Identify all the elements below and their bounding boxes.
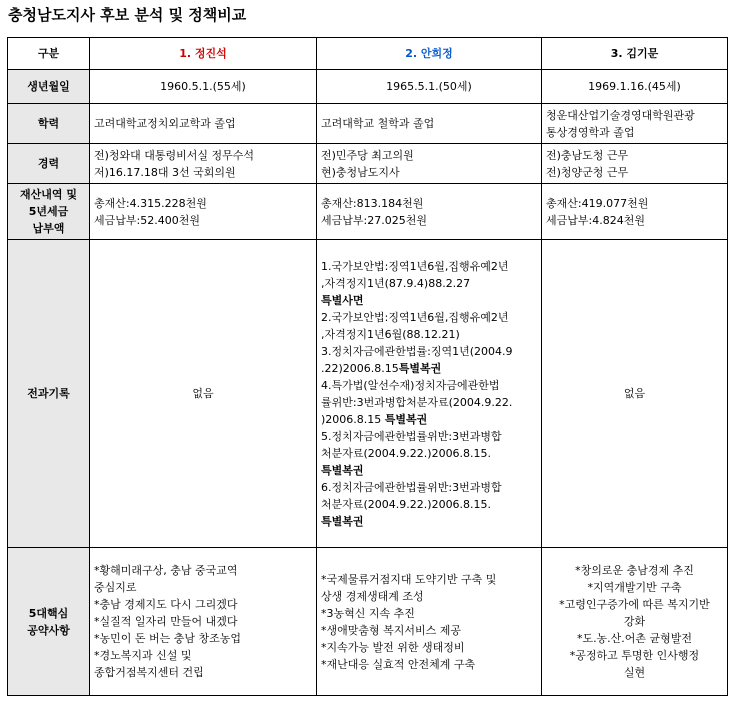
education-cand3 <box>542 104 728 144</box>
criminal-cand1: 없음 <box>90 240 317 548</box>
career-cand3-line: 전)충남도청 근무 <box>546 148 629 162</box>
pledge-line: *농민이 돈 버는 충남 창조농업 <box>94 632 241 645</box>
criminal-pardon: 특별복권 <box>321 463 364 477</box>
career-cand3-line: 전)청양군청 근무 <box>546 165 629 179</box>
pledge-line: *국제물류거점지대 도약기반 구축 및 <box>321 572 497 586</box>
criminal-cand2 <box>317 240 542 548</box>
pledge-line: *도.농.산.어촌 균형발전 <box>576 632 693 645</box>
criminal-cand3: 없음 <box>542 240 728 548</box>
criminal-line: 처분자료(2004.9.22.)2006.8.15. <box>321 497 492 511</box>
label-career: 경력 <box>8 144 90 184</box>
pledge-line: 상생 경제생태계 조성 <box>321 589 424 603</box>
pledge-line: 종합거점복지센터 건립 <box>94 666 204 679</box>
label-criminal: 전과기록 <box>8 240 90 548</box>
career-cand2-line: 전)민주당 최고의원 <box>321 148 414 162</box>
criminal-pardon: 특별사면 <box>321 293 364 307</box>
criminal-date: )2006.8.15 <box>321 412 382 426</box>
criminal-line: 5.정치자금에관한법률위반:3번과병합 <box>321 429 502 443</box>
criminal-line: 률위반:3번과병합처분자료(2004.9.22. <box>321 395 513 409</box>
pledge-line: *경노복지과 신설 및 <box>94 649 192 662</box>
assets-cand3 <box>542 184 728 240</box>
criminal-line: ,자격정지1년6월(88.12.21) <box>321 327 460 341</box>
label-birth: 생년월일 <box>8 70 90 104</box>
career-cand3 <box>542 144 728 184</box>
pledge-line: *충남 경제지도 다시 그리겠다 <box>94 598 238 611</box>
education-cand3-line: 청운대산업기술경영대학원관광 <box>546 108 695 122</box>
criminal-line: ,자격정지1년(87.9.4)88.2.27 <box>321 276 471 290</box>
pledge-line: 중심지로 <box>94 581 137 594</box>
label-education: 학력 <box>8 104 90 144</box>
assets-cand3-line: 세금납부:4.824천원 <box>546 213 645 227</box>
header-candidate-2: 2. 안희정 <box>317 38 542 70</box>
page-title: 충청남도지사 후보 분석 및 정책비교 <box>8 6 247 24</box>
label-assets-line: 납부액 <box>32 222 65 235</box>
header-row <box>8 38 728 70</box>
criminal-line: 4.특가법(알선수재)정치자금에관한법 <box>321 378 500 392</box>
criminal-line: 2.국가보안법:징역1년6월,집행유예2년 <box>321 310 509 324</box>
birth-cand1: 1960.5.1.(55세) <box>90 70 317 104</box>
label-pledges <box>8 548 90 696</box>
education-cand3-line: 통상경영학과 졸업 <box>546 125 635 139</box>
criminal-date: .22)2006.8.15 <box>321 361 399 375</box>
pledge-line: *지역개발기반 구축 <box>587 581 682 594</box>
pledge-line: 실현 <box>623 666 646 679</box>
assets-cand2-line: 세금납부:27.025천원 <box>321 213 427 227</box>
row-career <box>8 144 728 184</box>
comparison-table <box>7 37 728 696</box>
criminal-line: 1.국가보안법:징역1년6월,집행유예2년 <box>321 259 509 273</box>
assets-cand1 <box>90 184 317 240</box>
header-candidate-3: 3. 김기문 <box>542 38 728 70</box>
career-cand2 <box>317 144 542 184</box>
row-criminal <box>8 240 728 548</box>
pledge-line: *창의로운 충남경제 추진 <box>575 564 694 577</box>
label-assets <box>8 184 90 240</box>
label-pledges-line: 공약사항 <box>27 623 70 637</box>
criminal-line-with-pardon <box>321 360 537 377</box>
career-cand2-line: 현)충청남도지사 <box>321 165 400 179</box>
birth-cand3: 1969.1.16.(45세) <box>542 70 728 104</box>
career-cand1 <box>90 144 317 184</box>
pledge-line: *고령인구증가에 따른 복지기반 <box>559 598 710 611</box>
criminal-pardon: 특별복권 <box>384 412 428 426</box>
education-cand2: 고려대학교 철학과 졸업 <box>317 104 542 144</box>
assets-cand1-line: 총재산:4.315.228천원 <box>94 196 207 210</box>
label-assets-line: 5년세금 <box>28 205 69 218</box>
row-pledges <box>8 548 728 696</box>
pledge-line: *3농혁신 지속 추진 <box>321 606 415 620</box>
header-candidate-1: 1. 정진석 <box>90 38 317 70</box>
criminal-pardon: 특별복권 <box>398 361 442 375</box>
pledges-cand2 <box>317 548 542 696</box>
pledges-cand3 <box>542 548 728 696</box>
label-assets-line: 재산내역 및 <box>20 188 77 201</box>
criminal-line: 3.정치자금에관한법률:징역1년(2004.9 <box>321 344 513 358</box>
pledge-line: *생애맞춤형 복지서비스 제공 <box>321 623 462 637</box>
row-birth <box>8 70 728 104</box>
criminal-line: 처분자료(2004.9.22.)2006.8.15. <box>321 446 492 460</box>
row-assets <box>8 184 728 240</box>
criminal-line: 6.정치자금에관한법률위반:3번과병합 <box>321 480 502 494</box>
assets-cand2 <box>317 184 542 240</box>
assets-cand1-line: 세금납부:52.400천원 <box>94 213 200 227</box>
criminal-line-with-pardon <box>321 411 537 428</box>
pledges-cand1 <box>90 548 317 696</box>
pledge-line: *공정하고 투명한 인사행정 <box>569 649 700 662</box>
pledge-line: *실질적 일자리 만들어 내겠다 <box>94 615 238 628</box>
education-cand1: 고려대학교정치외교학과 졸업 <box>90 104 317 144</box>
pledge-line: *황해미래구상, 충남 중국교역 <box>94 564 238 577</box>
header-category: 구분 <box>8 38 90 70</box>
criminal-pardon: 특별복권 <box>321 514 364 528</box>
birth-cand2: 1965.5.1.(50세) <box>317 70 542 104</box>
career-cand1-line: 저)16.17.18대 3선 국회의원 <box>94 165 236 179</box>
pledge-line: *재난대응 실효적 안전체계 구축 <box>321 657 476 671</box>
row-education <box>8 104 728 144</box>
pledge-line: 강화 <box>623 615 646 628</box>
assets-cand3-line: 총재산:419.077천원 <box>546 196 649 210</box>
label-pledges-line: 5대핵심 <box>28 606 69 620</box>
assets-cand2-line: 총재산:813.184천원 <box>321 196 424 210</box>
career-cand1-line: 전)청와대 대통령비서실 정무수석 <box>94 148 255 162</box>
pledge-line: *지속가능 발전 위한 생태정비 <box>321 640 465 654</box>
